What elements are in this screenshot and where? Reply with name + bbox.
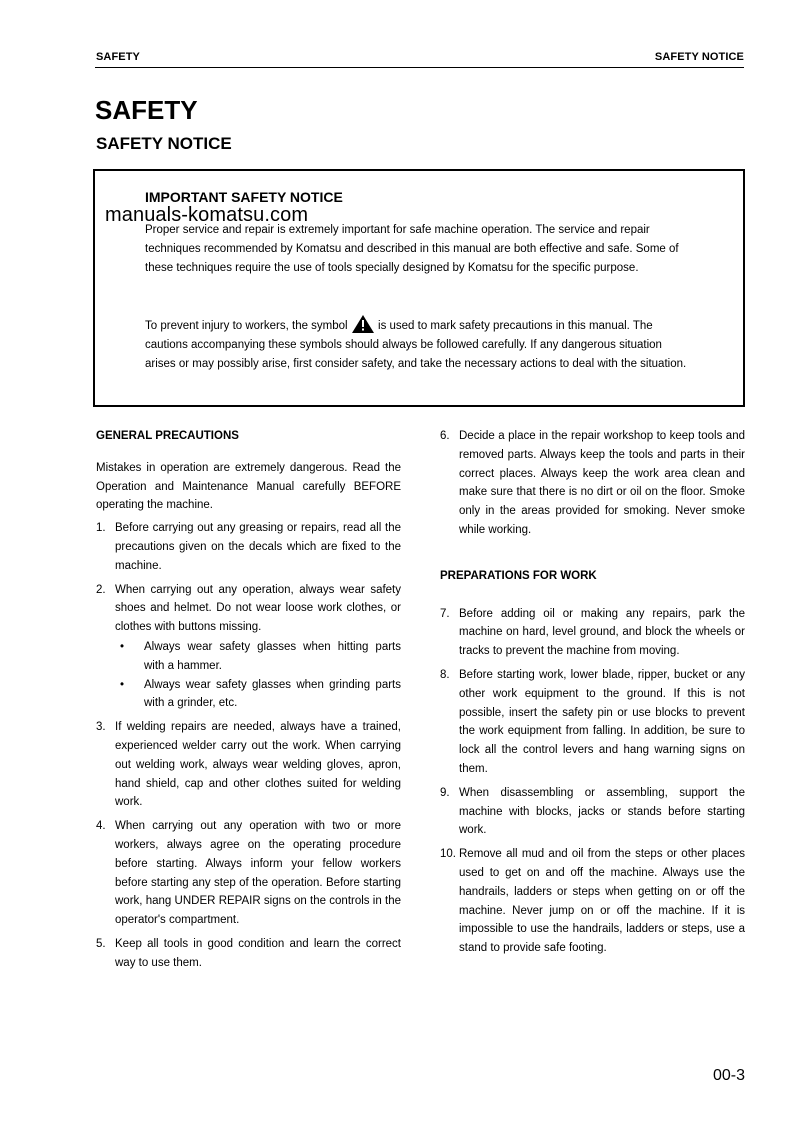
header-rule <box>95 67 744 68</box>
list-item <box>440 666 745 779</box>
list-item <box>96 718 401 812</box>
notice-box-title: IMPORTANT SAFETY NOTICE <box>145 189 343 205</box>
item-text: If welding repairs are needed, always have a trained, experienced welder carry out the work. When carrying out welding work, always wear welding gloves, apron, hand shield, cap and other clothes suited for welding work. <box>115 721 401 809</box>
item-number: 1. <box>96 522 106 535</box>
list-item <box>440 784 745 840</box>
item-number: 5. <box>96 937 106 950</box>
list-item <box>96 581 401 637</box>
list-item <box>440 605 745 661</box>
general-precautions-intro: Mistakes in operation are extremely dangerous. Read the Operation and Maintenance Manual carefully BEFORE operating the machine. <box>96 461 401 512</box>
item-number: 8. <box>440 668 450 681</box>
running-header-left: SAFETY <box>96 51 140 63</box>
item-text: When carrying out any operation, always wear safety shoes and helmet. Do not wear loose work clothes, or clothes with buttons missing. <box>115 583 401 634</box>
bullet-item <box>115 676 401 714</box>
item-text: Before adding oil or making any repairs, park the machine on hard, level ground, and block the wheels or tracks to prevent the machine from moving. <box>459 607 745 658</box>
bullet-text: Always wear safety glasses when grinding parts with a grinder, etc. <box>144 678 401 710</box>
watermark: manuals-komatsu.com <box>105 204 309 226</box>
list-item <box>440 427 745 540</box>
section-spacer <box>440 545 745 567</box>
running-header-right: SAFETY NOTICE <box>654 51 744 63</box>
page-number: 00-3 <box>712 1067 745 1084</box>
item-number: 9. <box>440 786 450 799</box>
item-text: When carrying out any operation with two or more workers, always agree on the operating procedure before starting. Always inform your fellow workers before starting any step of the operation. Before starting work, hang UNDER REPAIR signs on the controls in the operator's compartment. <box>115 820 401 927</box>
list-item <box>440 845 745 958</box>
item-number: 6. <box>440 430 450 442</box>
list-item <box>96 817 401 930</box>
left-column <box>96 427 401 978</box>
item-text: Decide a place in the repair workshop to keep tools and removed parts. Always keep the tools and parts in their correct places. Always keep the work area clean and make sure that there is no dirt or oil on the floor. Smoke only in the areas provided for smoking. Never smoke while working. <box>459 430 745 536</box>
item-text: Before carrying out any greasing or repairs, read all the precautions given on the decals which are fixed to the machine. <box>115 522 401 572</box>
notice-paragraph-2-before: To prevent injury to workers, the symbol <box>145 320 348 332</box>
list-item <box>96 519 401 575</box>
item-number: 4. <box>96 820 106 833</box>
notice-paragraph-2-after: is used to mark safety precautions in this manual. The cautions accompanying these symbols should always be followed carefully. If any dangerous situation arises or may possibly arise, first consider safety, and take the necessary actions to deal with the situation. <box>145 320 687 370</box>
page-subtitle: SAFETY NOTICE <box>96 134 232 153</box>
bullet-icon: • <box>120 640 125 653</box>
item-text: Before starting work, lower blade, ripper, bucket or any other work equipment to the ground. If this is not possible, insert the safety pin or use blocks to prevent the work equipment from falling. In addition, be sure to lock all the control levers and hang warning signs on them. <box>459 668 745 775</box>
item-number: 10. <box>440 848 456 861</box>
section-heading-preparations-for-work: PREPARATIONS FOR WORK <box>440 569 597 582</box>
right-column <box>440 427 745 963</box>
item-number: 2. <box>96 583 106 596</box>
notice-paragraph-2 <box>145 315 695 373</box>
item-text: When disassembling or assembling, support the machine with blocks, jacks or stands before starting work. <box>459 786 745 837</box>
item-text: Keep all tools in good condition and learn the correct way to use them. <box>115 937 401 969</box>
warning-triangle-icon <box>352 315 374 333</box>
list-item <box>96 935 401 973</box>
bullet-item <box>115 638 401 676</box>
item-text: Remove all mud and oil from the steps or other places used to get on and off the machine. Always use the handrails, ladders or steps when getting on or off the machine. Never jump on or off the machine. If it is impossible to use the handrails, ladders or steps, use a stand to provide safe footing. <box>459 848 745 955</box>
item-number: 7. <box>440 607 450 620</box>
section-heading-general-precautions: GENERAL PRECAUTIONS <box>96 430 239 442</box>
page-title: SAFETY <box>95 95 198 125</box>
notice-paragraph-1: Proper service and repair is extremely important for safe machine operation. The service and repair techniques recommended by Komatsu and described in this manual are both effective and safe. Some of these techniques require the use of tools specially designed by Komatsu for the specific purpose. <box>145 224 679 274</box>
item-number: 3. <box>96 721 106 734</box>
bullet-text: Always wear safety glasses when hitting parts with a hammer. <box>144 640 401 672</box>
bullet-icon: • <box>120 678 125 691</box>
